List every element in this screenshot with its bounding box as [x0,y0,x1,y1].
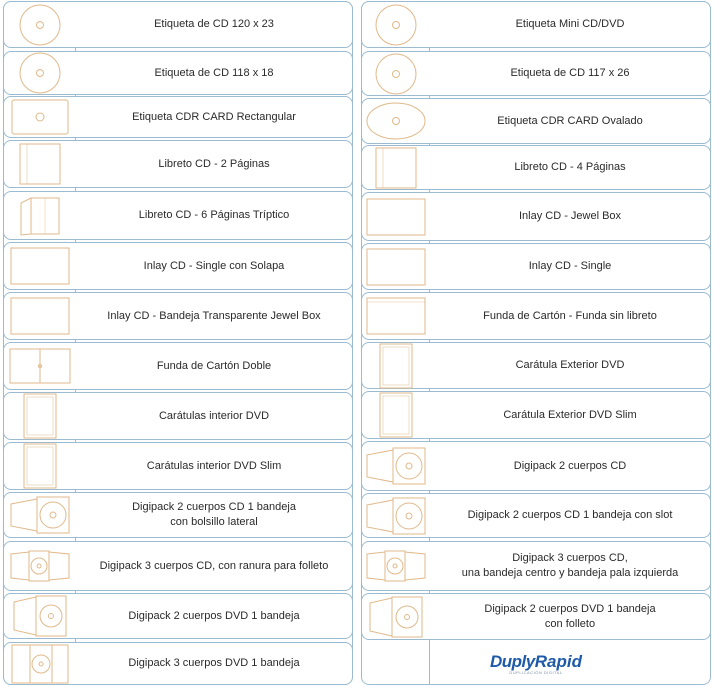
product-label: Funda de Cartón - Funda sin libreto [483,309,657,322]
logo-subtitle: DUPLICACIÓN DIGITAL [509,670,563,675]
digipack-2-icon [362,494,430,537]
digipack-dvd-2-icon [362,594,430,639]
booklet-icon [4,141,76,187]
digipack-3-icon [362,542,430,590]
right-row [361,441,711,491]
right-row [361,342,711,389]
card-oval-disc-icon [362,99,430,143]
product-label: Libreto CD - 6 Páginas Tríptico [138,209,290,221]
sleeve-icon [362,293,430,339]
inlay-wide-icon [362,244,430,289]
product-label: Digipack 2 cuerpos DVD 1 bandeja [128,609,300,622]
dvd-cover-icon [4,393,76,439]
left-row [3,442,353,490]
product-label: Carátulas interior DVD [158,409,270,422]
double-sleeve-icon [4,343,76,389]
dvd-cover-icon [362,343,430,388]
product-label: Carátulas interior DVD Slim [146,459,282,472]
booklet-icon [362,146,430,189]
left-row [3,292,353,340]
left-row [3,191,353,240]
inlay-wide-icon [4,293,76,339]
left-row [3,492,353,538]
product-label: Funda de Cartón Doble [156,359,272,372]
product-label: Inlay CD - Single con Solapa [143,259,285,272]
product-label: Etiqueta Mini CD/DVD [515,18,625,30]
left-row [3,593,353,639]
left-row [3,342,353,390]
inlay-wide-icon [4,243,76,289]
right-row [361,145,711,190]
product-label: Carátula Exterior DVD Slim [503,408,637,421]
left-row [3,96,353,138]
product-label: Carátula Exterior DVD [515,359,625,371]
card-rect-disc-icon [4,97,76,137]
product-label: Etiqueta de CD 118 x 18 [154,66,274,79]
digipack-dvd-3-icon [4,643,76,684]
digipack-dvd-2-icon [4,594,76,638]
product-label: Libreto CD - 4 Páginas [514,161,626,173]
digipack-3-icon [4,542,76,590]
product-label: Inlay CD - Single [528,260,612,272]
right-row [361,292,711,340]
product-label: Inlay CD - Bandeja Transparente Jewel Box [107,309,321,322]
right-row [361,243,711,290]
product-label: Digipack 2 cuerpos CD 1 bandeja con slot [467,509,673,521]
product-label: Digipack 3 cuerpos DVD 1 bandeja [128,657,300,669]
product-label: Etiqueta de CD 120 x 23 [154,18,274,30]
left-row [3,140,353,188]
inlay-wide-icon [362,193,430,240]
right-row [361,593,711,640]
cd-disc-icon [362,2,430,47]
left-row [3,51,353,95]
right-row [361,391,711,439]
right-row [361,192,711,241]
right-row [361,493,711,538]
logo-duply: Duply [490,652,535,671]
brand-logo [361,642,711,685]
product-label: Etiqueta CDR CARD Ovalado [497,114,643,127]
digipack-2-icon [362,442,430,490]
product-label: Digipack 3 cuerpos CD, con ranura para folleto [99,559,329,572]
cd-disc-icon [4,52,76,94]
product-label: Etiqueta CDR CARD Rectangular [132,110,296,123]
right-row [361,98,711,144]
product-label: Etiqueta de CD 117 x 26 [510,67,630,79]
product-label: Digipack 2 cuerpos CD [513,459,627,472]
right-row [361,541,711,591]
dvd-cover-icon [362,392,430,438]
left-row [3,541,353,591]
digipack-2-icon [4,493,76,537]
triptych-icon [4,192,76,239]
left-row [3,392,353,440]
left-row [3,242,353,290]
left-row [3,642,353,685]
logo-row [361,642,711,685]
dvd-cover-icon [4,443,76,489]
product-label: Digipack 3 cuerpos CD, una bandeja centro y bandeja pala izquierda [461,552,679,579]
left-row [3,1,353,48]
product-label: Digipack 2 cuerpos DVD 1 bandeja con folleto [484,602,656,630]
product-label: Libreto CD - 2 Páginas [158,157,270,170]
right-row [361,1,711,48]
cd-disc-icon [362,52,430,95]
right-row [361,51,711,96]
cd-disc-icon [4,2,76,47]
product-label: Digipack 2 cuerpos CD 1 bandeja con bolsillo lateral [132,501,296,528]
logo-rapid: Rapid [534,652,582,671]
product-label: Inlay CD - Jewel Box [518,210,622,222]
